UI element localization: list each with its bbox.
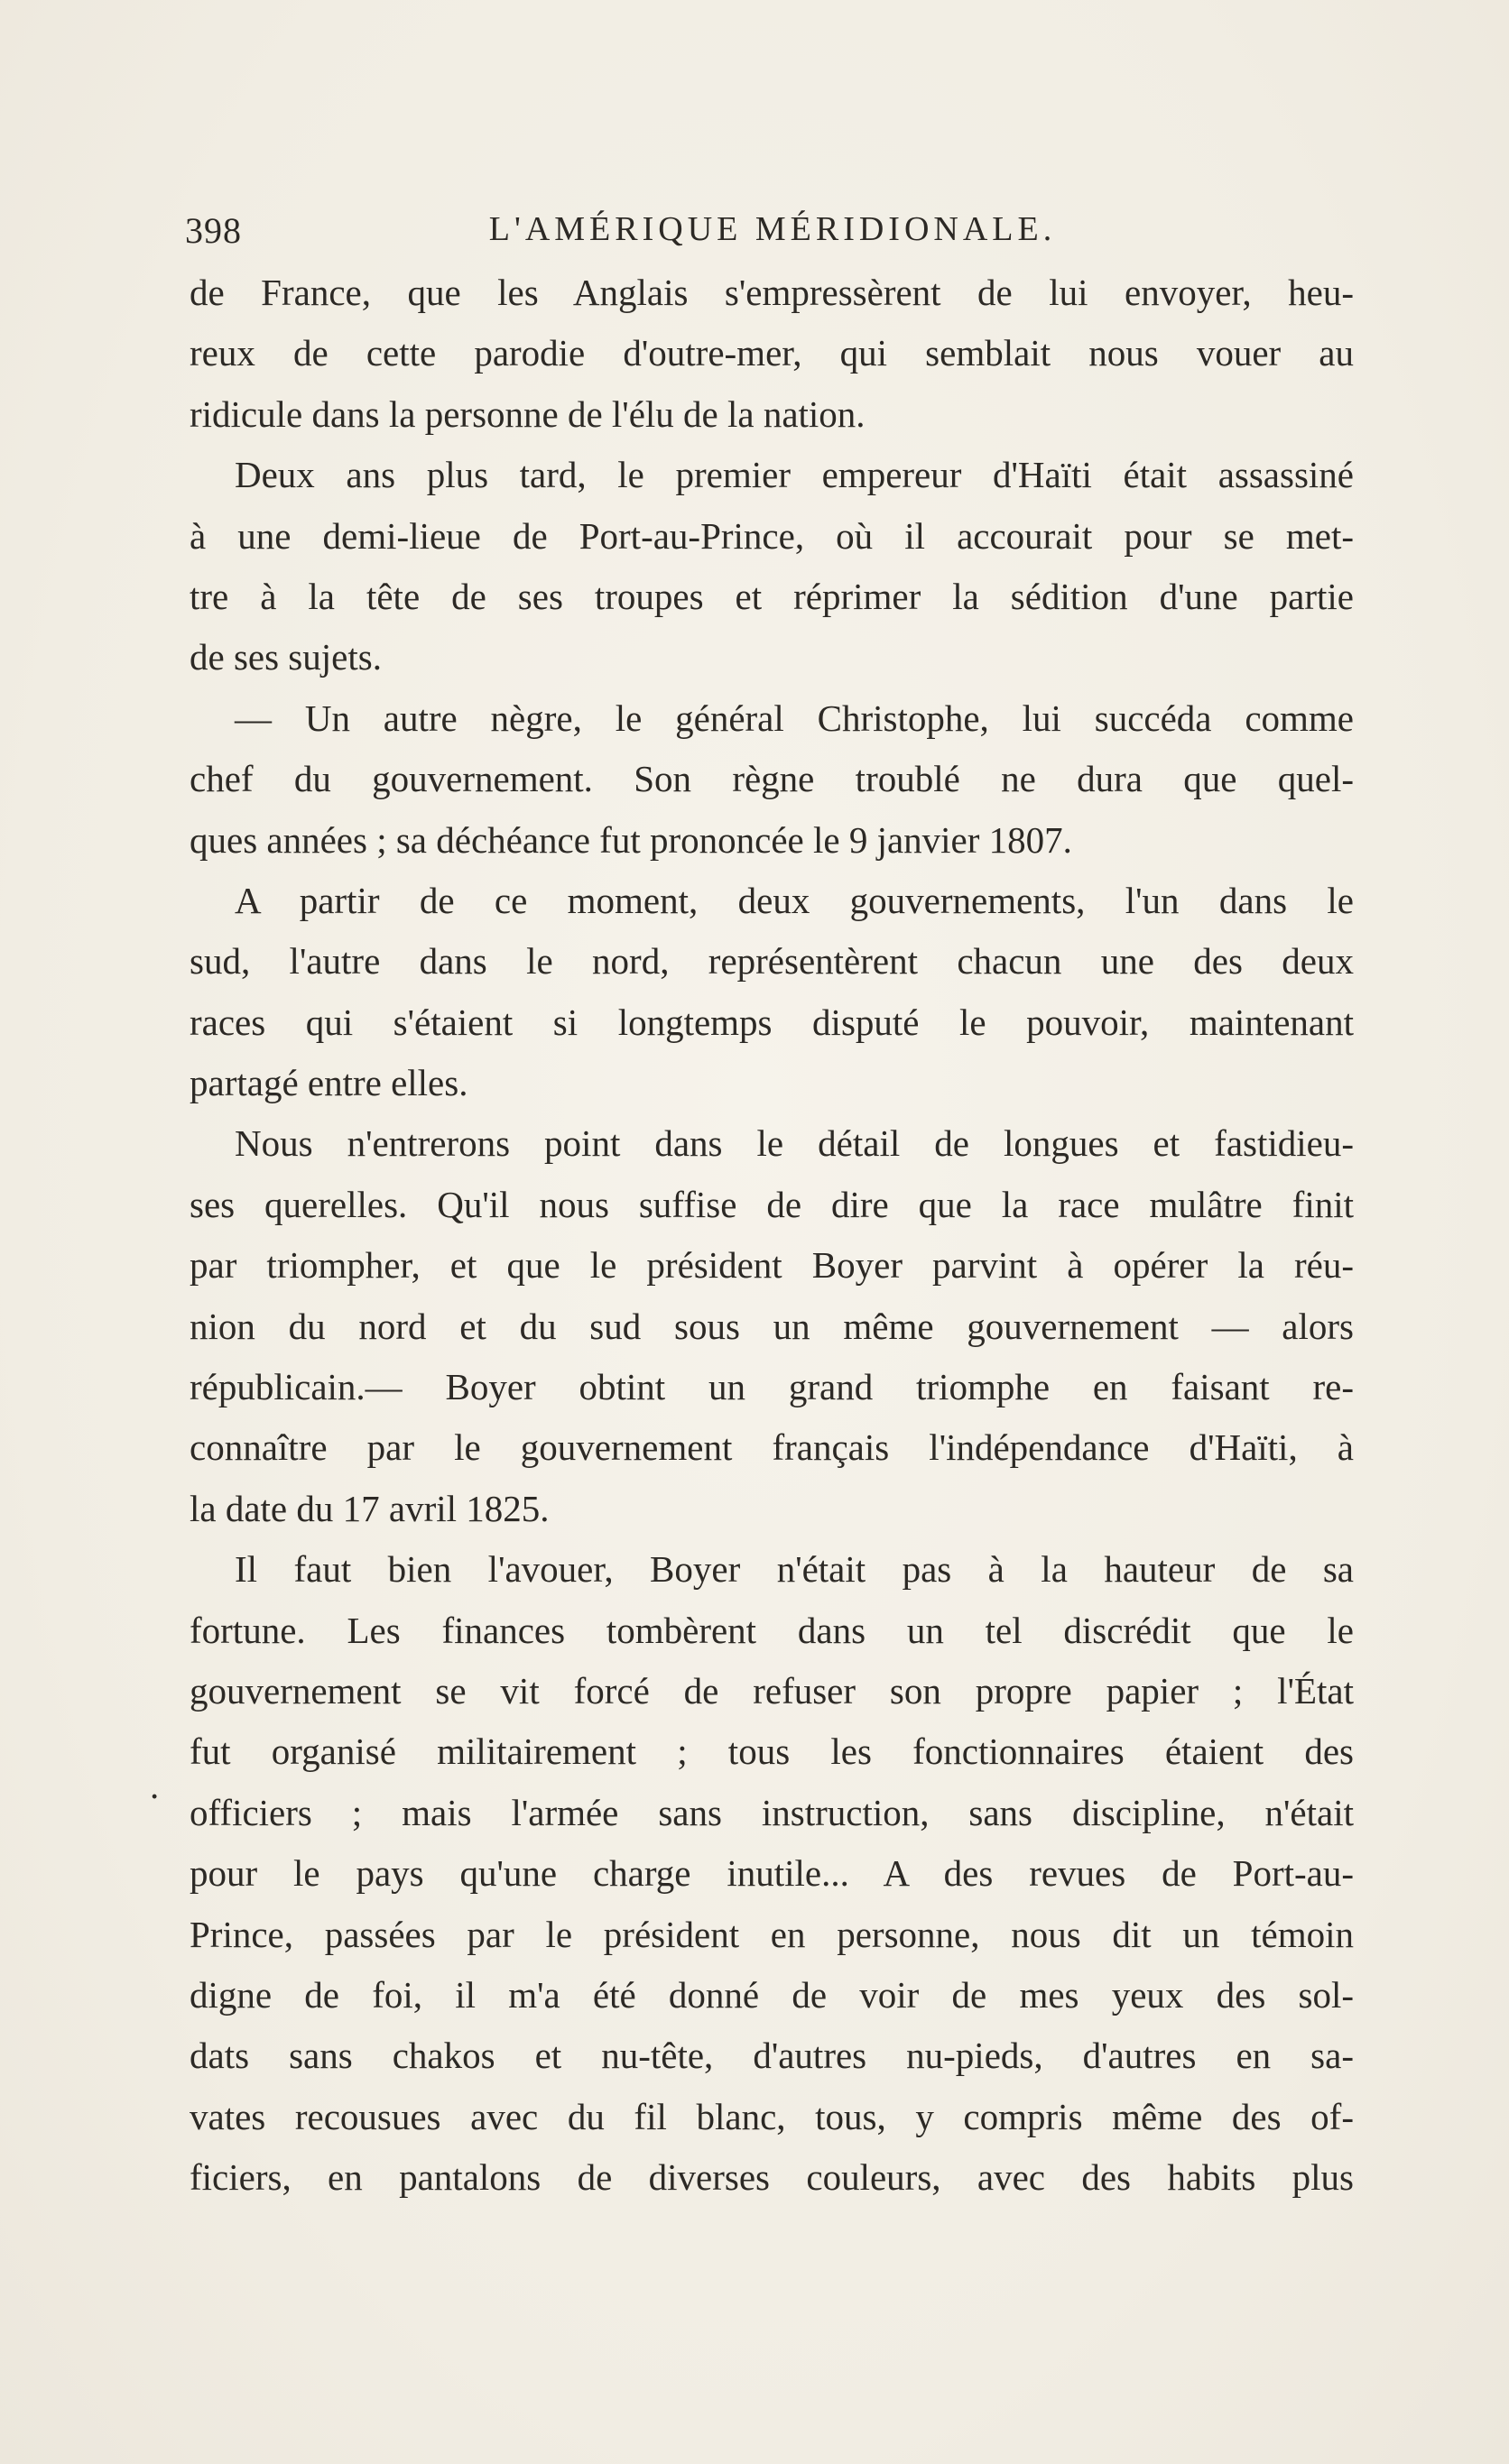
text-line: connaître par le gouvernement français l'indépendance d'Haïti, à xyxy=(190,1426,1354,1469)
text-line: fut organisé militairement ; tous les fonctionnaires étaient des xyxy=(190,1730,1354,1773)
running-title: L'AMÉRIQUE MÉRIDIONALE. xyxy=(488,210,1057,248)
text-line: Nous n'entrerons point dans le détail de longues et fastidieu- xyxy=(235,1122,1354,1165)
text-line: chef du gouvernement. Son règne troublé ne dura que quel- xyxy=(190,758,1354,800)
text-line: sud, l'autre dans le nord, représentèrent chacun une des deux xyxy=(190,940,1354,983)
text-line: ridicule dans la personne de l'élu de la nation. xyxy=(190,392,866,435)
margin-mark: . xyxy=(150,1765,160,1806)
page-header xyxy=(185,209,1360,254)
text-line: la date du 17 avril 1825. xyxy=(190,1487,550,1529)
text-line: Deux ans plus tard, le premier empereur d'Haïti était assassiné xyxy=(235,454,1354,496)
text-line: Prince, passées par le président en personne, nous dit un témoin xyxy=(190,1913,1354,1955)
text-line: à une demi-lieue de Port-au-Prince, où il accourait pour se met- xyxy=(190,514,1354,557)
text-line: ques années ; sa déchéance fut prononcée le 9 janvier 1807. xyxy=(190,818,1072,861)
text-line: nion du nord et du sud sous un même gouvernement — alors xyxy=(190,1305,1354,1347)
text-line: races qui s'étaient si longtemps disputé le pouvoir, maintenant xyxy=(190,1001,1354,1043)
text-line: digne de foi, il m'a été donné de voir de mes yeux des sol- xyxy=(190,1973,1354,2016)
page-number: 398 xyxy=(185,210,242,251)
text-line: dats sans chakos et nu-tête, d'autres nu-pieds, d'autres en sa- xyxy=(190,2035,1354,2077)
text-line: pour le pays qu'une charge inutile... A des revues de Port-au- xyxy=(190,1852,1354,1895)
text-line: A partir de ce moment, deux gouvernements, l'un dans le xyxy=(235,879,1354,921)
text-line: partagé entre elles. xyxy=(190,1062,468,1104)
text-line: de ses sujets. xyxy=(190,636,382,678)
text-line: ses querelles. Qu'il nous suffise de dire que la race mulâtre finit xyxy=(190,1183,1354,1225)
text-line: tre à la tête de ses troupes et réprimer la sédition d'une partie xyxy=(190,575,1354,617)
text-line: fortune. Les finances tombèrent dans un tel discrédit que le xyxy=(190,1609,1354,1651)
text-line: ficiers, en pantalons de diverses couleurs, avec des habits plus xyxy=(190,2156,1354,2199)
text-line: Il faut bien l'avouer, Boyer n'était pas à la hauteur de sa xyxy=(235,1548,1354,1591)
text-line: reux de cette parodie d'outre-mer, qui semblait nous vouer au xyxy=(190,332,1354,374)
text-line: officiers ; mais l'armée sans instruction, sans discipline, n'était xyxy=(190,1791,1354,1833)
text-line: par triompher, et que le président Boyer parvint à opérer la réu- xyxy=(190,1244,1354,1287)
text-line: de France, que les Anglais s'empressèrent de lui envoyer, heu- xyxy=(190,272,1354,313)
text-line: — Un autre nègre, le général Christophe, lui succéda comme xyxy=(235,697,1354,739)
text-line: républicain.— Boyer obtint un grand triomphe en faisant re- xyxy=(190,1366,1354,1408)
text-line: vates recousues avec du fil blanc, tous, y compris même des of- xyxy=(190,2095,1354,2137)
body-text xyxy=(190,263,1354,2209)
text-line: gouvernement se vit forcé de refuser son propre papier ; l'État xyxy=(190,1669,1354,1712)
